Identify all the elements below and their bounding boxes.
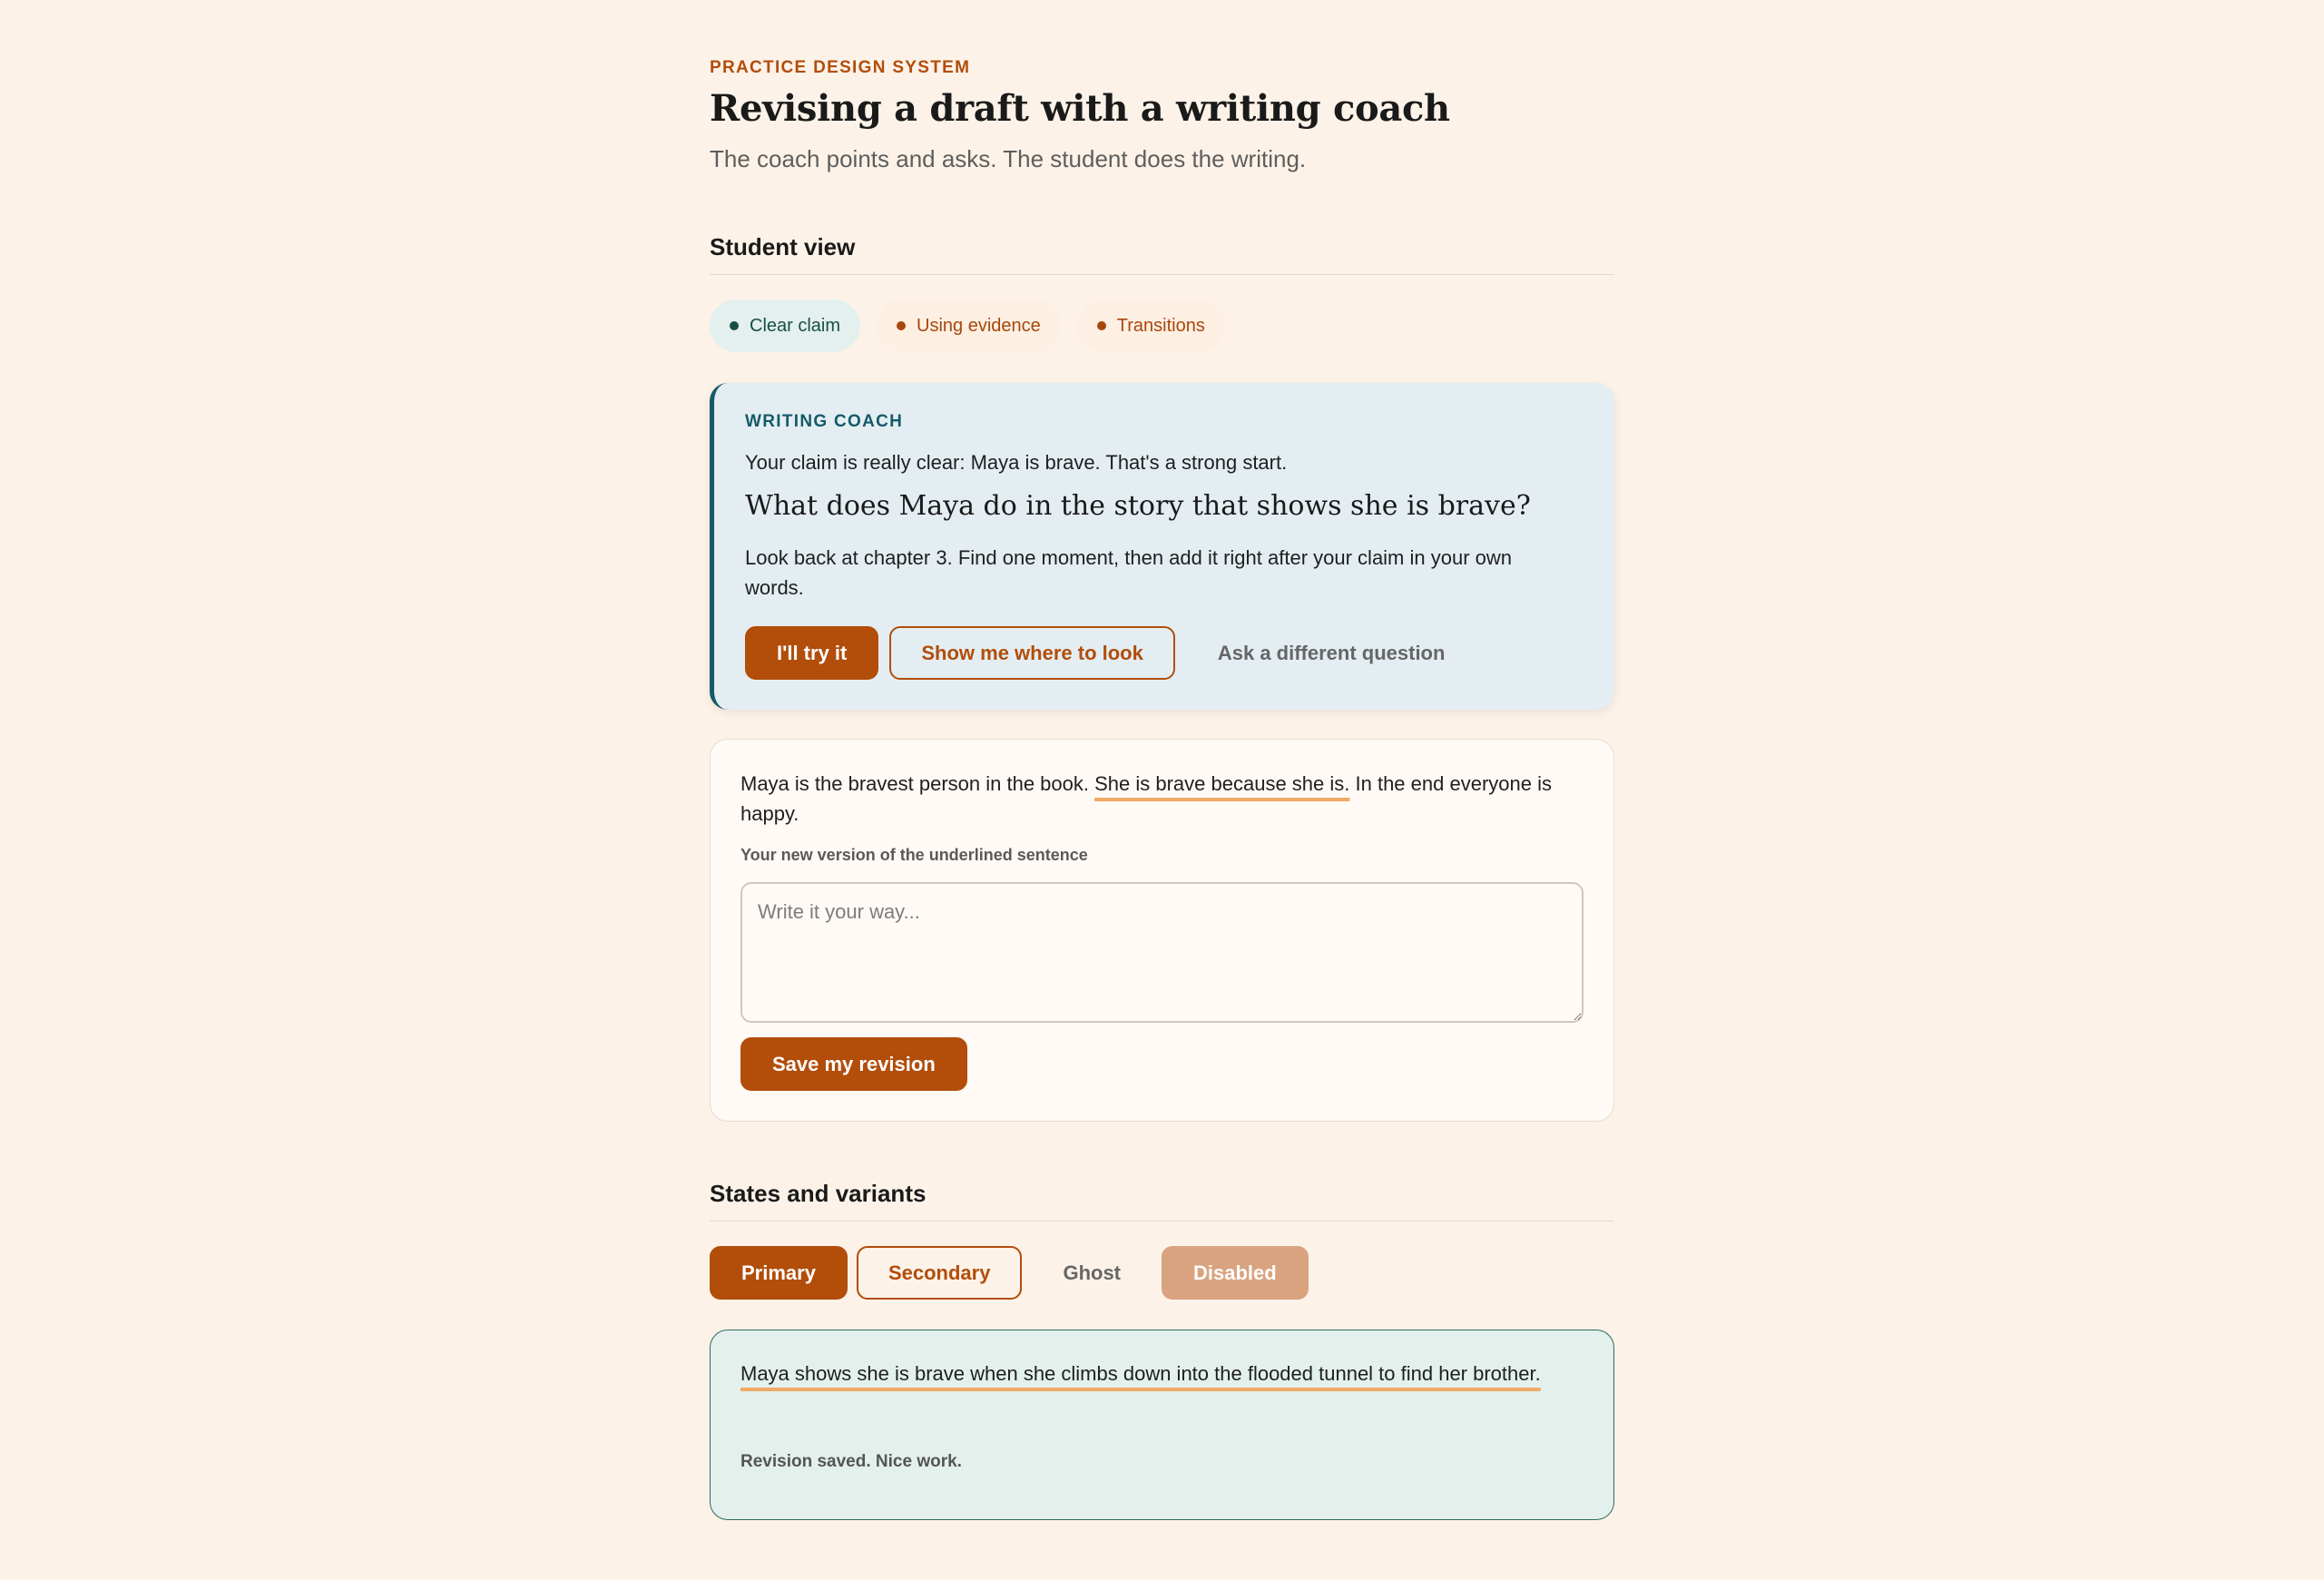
draft-text [740, 769, 1584, 829]
chip-label: Clear claim [750, 315, 841, 336]
chip-label: Using evidence [917, 315, 1041, 336]
coach-question: What does Maya do in the story that shows she is brave? [745, 490, 1531, 522]
saved-status-note: Revision saved. Nice work. [740, 1452, 962, 1471]
secondary-button[interactable]: Secondary [857, 1246, 1023, 1300]
saved-revision-card [710, 1330, 1614, 1520]
coach-actions [745, 626, 1476, 680]
save-revision-button[interactable]: Save my revision [740, 1037, 967, 1091]
chip-clear-claim[interactable] [710, 299, 860, 352]
ghost-button[interactable]: Ghost [1031, 1246, 1152, 1300]
page-subtitle: The coach points and asks. The student does the writing. [710, 145, 1307, 172]
primary-button[interactable]: Primary [710, 1246, 848, 1300]
coach-card [710, 383, 1614, 710]
chip-transitions[interactable] [1077, 299, 1225, 352]
draft-text-before: Maya is the bravest person in the book. [740, 772, 1095, 795]
draft-card [710, 739, 1614, 1122]
saved-revision-text: Maya shows she is brave when she climbs down into the flooded tunnel to find her brother. [740, 1362, 1541, 1385]
eyebrow: PRACTICE DESIGN SYSTEM [710, 58, 971, 77]
coach-label: WRITING COACH [745, 412, 904, 431]
ask-different-question-button[interactable]: Ask a different question [1186, 626, 1477, 680]
revision-field-label: Your new version of the underlined sentence [740, 846, 1088, 864]
chip-using-evidence[interactable] [877, 299, 1061, 352]
section-title-student-view: Student view [710, 233, 1614, 275]
skill-chips [710, 299, 1225, 352]
button-variants [710, 1246, 1309, 1300]
ill-try-it-button[interactable]: I'll try it [745, 626, 878, 680]
section-title-states: States and variants [710, 1180, 1614, 1222]
draft-text-after: In the end everyone is happy. [740, 772, 1552, 825]
coach-praise: Your claim is really clear: Maya is brave. That's a strong start. [745, 451, 1288, 474]
coach-hint: Look back at chapter 3. Find one moment, then add it right after your claim in your own words. [745, 546, 1513, 599]
revision-textarea[interactable] [740, 882, 1584, 1023]
show-me-where-button[interactable]: Show me where to look [889, 626, 1174, 680]
chip-label: Transitions [1116, 315, 1205, 336]
status-dot-icon [897, 321, 906, 330]
status-dot-icon [1097, 321, 1106, 330]
status-dot-icon [730, 321, 739, 330]
disabled-button: Disabled [1162, 1246, 1309, 1300]
page-title: Revising a draft with a writing coach [710, 87, 1450, 130]
highlighted-sentence: She is brave because she is. [1094, 772, 1350, 795]
